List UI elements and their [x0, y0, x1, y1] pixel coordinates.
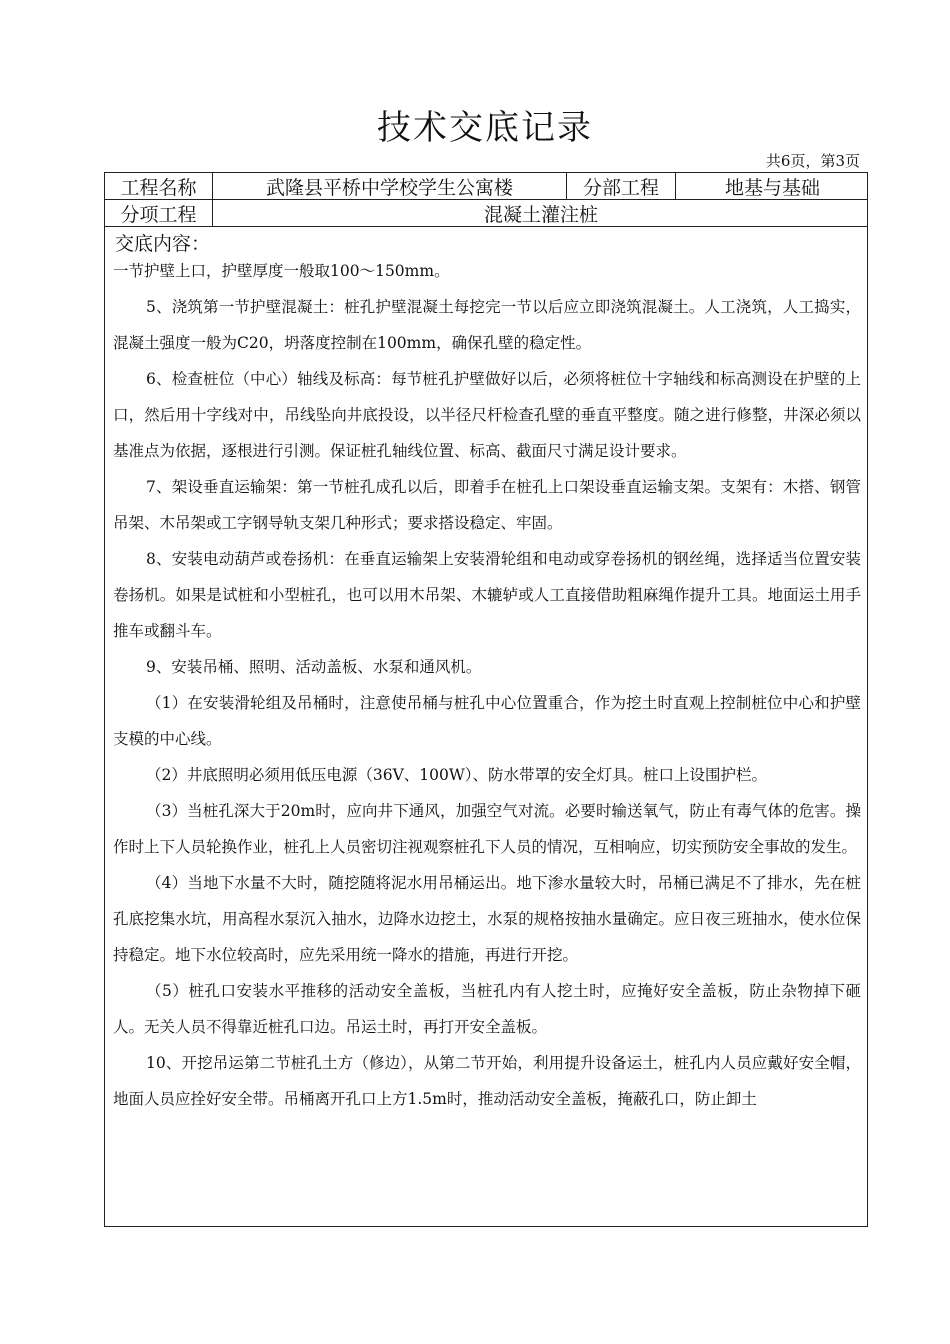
- content-body: [113, 253, 861, 1117]
- content-paragraph: （2）井底照明必须用低压电源（36V、100W）、防水带罩的安全灯具。桩口上设围护栏。: [146, 766, 768, 784]
- content-paragraph: 10、开挖吊运第二节桩孔土方（修边），从第二节开始，利用提升设备运土，桩孔内人员应戴好安全帽，地面人员应拴好安全带。吊桶离开孔口上方1.5m时，推动活动安全盖板，掩蔽孔口，防止卸土: [113, 1054, 861, 1108]
- content-paragraph: 一节护壁上口，护壁厚度一般取100～150mm。: [113, 262, 450, 280]
- header-row-2: [105, 200, 867, 227]
- content-paragraph: 8、安装电动葫芦或卷扬机：在垂直运输架上安装滑轮组和电动或穿卷扬机的钢丝绳，选择适当位置安装卷扬机。如果是试桩和小型桩孔，也可以用木吊架、木辘轳或人工直接借助粗麻绳作提升工具。地面运土用手推车或翻斗车。: [113, 550, 861, 640]
- subitem-label: 分项工程: [105, 200, 213, 226]
- content-paragraph: （5）桩孔口安装水平推移的活动安全盖板，当桩孔内有人挖土时，应掩好安全盖板，防止杂物掉下砸人。无关人员不得靠近桩孔口边。吊运土时，再打开安全盖板。: [113, 982, 861, 1036]
- content-label: 交底内容：: [115, 233, 211, 255]
- header-row-1: [105, 173, 867, 200]
- document-title: 技术交底记录: [377, 108, 593, 148]
- content-paragraph: （1）在安装滑轮组及吊桶时，注意使吊桶与桩孔中心位置重合，作为挖土时直观上控制桩位中心和护壁支模的中心线。: [113, 694, 861, 748]
- subitem-value: 混凝土灌注桩: [483, 203, 598, 226]
- content-paragraph: 6、检查桩位（中心）轴线及标高：每节桩孔护壁做好以后，必须将桩位十字轴线和标高测设在护壁的上口，然后用十字线对中，吊线坠向井底投设，以半径尺杆检查孔壁的垂直平整度。随之进行修整，井深必须以基准点为依据，逐根进行引测。保证桩孔轴线位置、标高、截面尺寸满足设计要求。: [113, 370, 861, 460]
- page-info: 共6页，第3页: [765, 152, 860, 170]
- division-label: 分部工程: [567, 173, 676, 199]
- content-paragraph: （4）当地下水量不大时，随挖随将泥水用吊桶运出。地下渗水量较大时，吊桶已满足不了排水，先在桩孔底挖集水坑，用高程水泵沉入抽水，边降水边挖土，水泵的规格按抽水量确定。应日夜三班抽水，使水位保持稳定。地下水位较高时，应先采用统一降水的措施，再进行开挖。: [113, 874, 861, 964]
- project-name-label: 工程名称: [105, 173, 213, 199]
- project-name-value: 武隆县平桥中学校学生公寓楼: [213, 173, 567, 199]
- record-table: [104, 172, 868, 1227]
- division-value: 地基与基础: [724, 176, 820, 199]
- content-paragraph: 5、浇筑第一节护壁混凝土：桩孔护壁混凝土每挖完一节以后应立即浇筑混凝土。人工浇筑，人工捣实，混凝土强度一般为C20，坍落度控制在100mm，确保孔壁的稳定性。: [113, 298, 861, 352]
- content-paragraph: 9、安装吊桶、照明、活动盖板、水泵和通风机。: [146, 658, 482, 676]
- content-paragraph: 7、架设垂直运输架：第一节桩孔成孔以后，即着手在桩孔上口架设垂直运输支架。支架有：木搭、钢管吊架、木吊架或工字钢导轨支架几种形式；要求搭设稳定、牢固。: [113, 478, 861, 532]
- content-paragraph: （3）当桩孔深大于20m时，应向井下通风，加强空气对流。必要时输送氧气，防止有毒气体的危害。操作时上下人员轮换作业，桩孔上人员密切注视观察桩孔下人员的情况，互相响应，切实预防安全事故的发生。: [113, 802, 861, 856]
